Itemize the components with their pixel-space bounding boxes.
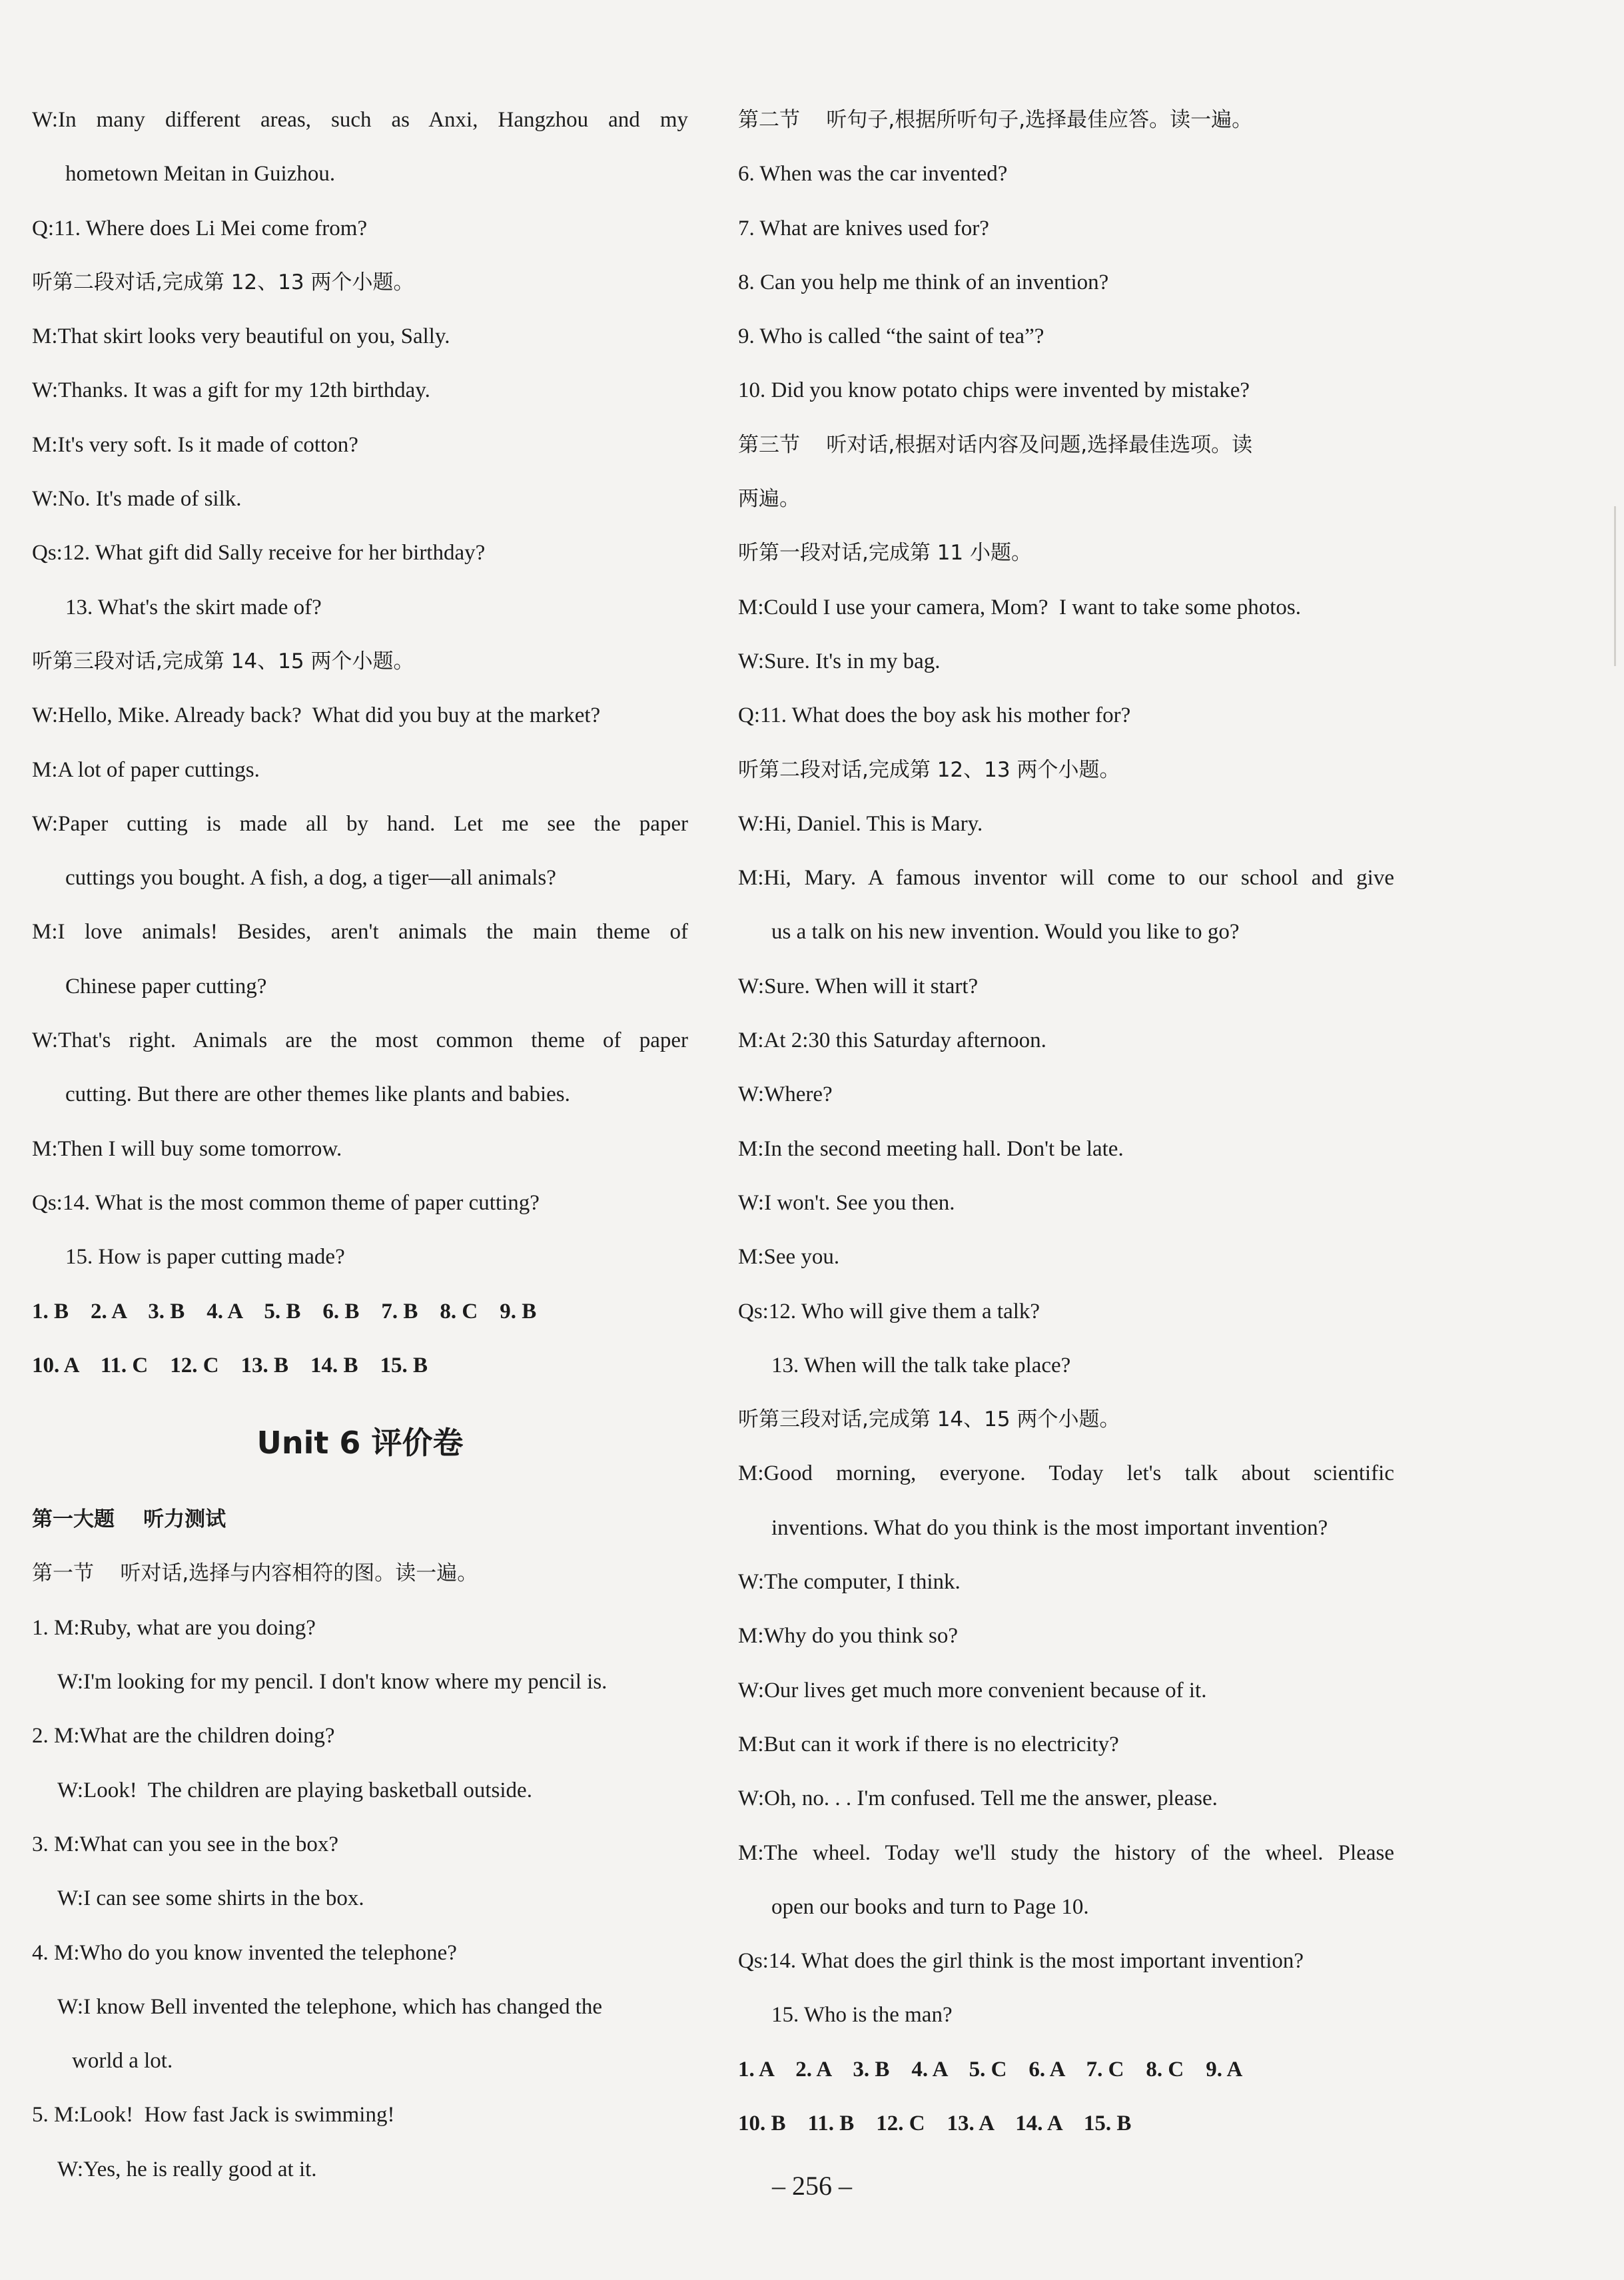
text-line: 9. Who is called “the saint of tea”?: [738, 324, 1044, 349]
text-line: M:Could I use your camera, Mom? I want to take some photos.: [738, 595, 1301, 619]
text-line: W:I know Bell invented the telephone, which has changed the: [57, 1994, 603, 2019]
answer-key-line: 10. B 11. B 12. C 13. A 14. A 15. B: [738, 2111, 1132, 2135]
right-column: [738, 93, 1394, 2151]
text-line: 1. M:Ruby, what are you doing?: [32, 1615, 316, 1640]
text-line: 7. What are knives used for?: [738, 216, 989, 240]
text-line: 13. When will the talk take place?: [771, 1353, 1071, 1377]
text-line: W:Sure. It's in my bag.: [738, 649, 941, 673]
text-line: 15. Who is the man?: [771, 2003, 953, 2028]
text-line: W:That's right. Animals are the most common theme of paper: [32, 1028, 688, 1053]
text-line: W:Our lives get much more convenient because of it.: [738, 1678, 1207, 1703]
text-line: W:I won't. See you then.: [738, 1190, 955, 1215]
text-line: M:It's very soft. Is it made of cotton?: [32, 432, 358, 457]
right-column-text: [738, 93, 1394, 2151]
text-line: W:Where?: [738, 1082, 833, 1107]
text-line: 10. Did you know potato chips were invented by mistake?: [738, 378, 1250, 403]
text-line: 6. When was the car invented?: [738, 162, 1008, 187]
text-line: W:Sure. When will it start?: [738, 974, 979, 998]
text-line: M:I love animals! Besides, aren't animals the main theme of: [32, 920, 688, 945]
text-line: W:No. It's made of silk.: [32, 487, 242, 512]
text-line: inventions. What do you think is the most important invention?: [771, 1515, 1328, 1540]
text-line: M:Then I will buy some tomorrow.: [32, 1136, 342, 1161]
text-line: M:The wheel. Today we'll study the history of the wheel. Please: [738, 1840, 1394, 1865]
text-line: M:That skirt looks very beautiful on you, Sally.: [32, 324, 450, 349]
text-line: us a talk on his new invention. Would you like to go?: [771, 920, 1240, 945]
page-number: – 256 –: [772, 2171, 852, 2201]
unit-title: Unit 6 评价卷: [256, 1425, 464, 1461]
left-column-text-after-title: [32, 1547, 688, 2197]
text-line: 第三节 听对话,根据对话内容及问题,选择最佳选项。读: [738, 432, 1253, 457]
text-line: W:In many different areas, such as Anxi, Hangzhou and my: [32, 108, 688, 132]
text-line: 两遍。: [738, 487, 800, 512]
text-line: M:But can it work if there is no electricity?: [738, 1732, 1119, 1756]
text-line: 听第三段对话,完成第 14、15 两个小题。: [738, 1407, 1120, 1432]
text-line: open our books and turn to Page 10.: [771, 1894, 1089, 1919]
text-line: Qs:14. What is the most common theme of paper cutting?: [32, 1190, 540, 1215]
answer-key-line: 10. A 11. C 12. C 13. B 14. B 15. B: [32, 1353, 428, 1377]
text-line: W:I'm looking for my pencil. I don't know where my pencil is.: [57, 1670, 608, 1695]
text-line: M:See you.: [738, 1245, 840, 1270]
text-line: cutting. But there are other themes like plants and babies.: [65, 1082, 570, 1107]
text-line: M:Hi, Mary. A famous inventor will come to our school and give: [738, 866, 1394, 891]
text-line: 第二节 听句子,根据所听句子,选择最佳应答。读一遍。: [738, 108, 1253, 132]
text-line: 15. How is paper cutting made?: [65, 1245, 345, 1270]
section-heading: 第一大题 听力测试: [32, 1507, 226, 1532]
text-line: W:Oh, no. . . I'm confused. Tell me the answer, please.: [738, 1786, 1218, 1811]
text-line: Qs:12. What gift did Sally receive for her birthday?: [32, 541, 486, 566]
text-line: W:The computer, I think.: [738, 1570, 961, 1595]
text-line: M:At 2:30 this Saturday afternoon.: [738, 1028, 1046, 1053]
text-line: 3. M:What can you see in the box?: [32, 1832, 339, 1856]
text-line: M:Good morning, everyone. Today let's talk about scientific: [738, 1461, 1394, 1486]
text-line: W:Look! The children are playing basketball outside.: [57, 1778, 532, 1802]
answer-key-line: 1. B 2. A 3. B 4. A 5. B 6. B 7. B 8. C 9. B: [32, 1299, 537, 1324]
text-line: 听第三段对话,完成第 14、15 两个小题。: [32, 649, 414, 673]
text-line: Chinese paper cutting?: [65, 974, 267, 998]
text-line: Q:11. Where does Li Mei come from?: [32, 216, 368, 240]
text-line: 听第一段对话,完成第 11 小题。: [738, 541, 1032, 566]
text-line: 13. What's the skirt made of?: [65, 595, 322, 619]
text-line: 听第二段对话,完成第 12、13 两个小题。: [738, 757, 1120, 782]
text-line: Qs:12. Who will give them a talk?: [738, 1299, 1040, 1324]
text-line: W:Hi, Daniel. This is Mary.: [738, 811, 983, 836]
text-line: 4. M:Who do you know invented the telephone?: [32, 1940, 457, 1965]
text-line: W:Hello, Mike. Already back? What did you buy at the market?: [32, 703, 601, 728]
text-line: hometown Meitan in Guizhou.: [65, 162, 336, 187]
text-line: W:Yes, he is really good at it.: [57, 2157, 317, 2181]
left-column-text: [32, 93, 688, 1393]
text-line: 第一节 听对话,选择与内容相符的图。读一遍。: [32, 1561, 478, 1586]
text-line: M:In the second meeting hall. Don't be late.: [738, 1136, 1124, 1161]
left-column: [32, 93, 688, 2197]
text-line: 2. M:What are the children doing?: [32, 1724, 335, 1748]
text-line: 8. Can you help me think of an invention?: [738, 270, 1109, 294]
text-line: M:Why do you think so?: [738, 1624, 958, 1649]
text-line: 听第二段对话,完成第 12、13 两个小题。: [32, 270, 414, 294]
text-line: 5. M:Look! How fast Jack is swimming!: [32, 2103, 395, 2127]
text-line: W:Thanks. It was a gift for my 12th birthday.: [32, 378, 430, 403]
text-line: Q:11. What does the boy ask his mother for?: [738, 703, 1131, 728]
text-line: W:Paper cutting is made all by hand. Let me see the paper: [32, 811, 688, 836]
text-line: cuttings you bought. A fish, a dog, a tiger—all animals?: [65, 866, 556, 891]
text-line: W:I can see some shirts in the box.: [57, 1886, 364, 1911]
text-line: world a lot.: [72, 2049, 173, 2074]
answer-key-line: 1. A 2. A 3. B 4. A 5. C 6. A 7. C 8. C 9. A: [738, 2057, 1243, 2082]
text-line: M:A lot of paper cuttings.: [32, 757, 260, 782]
text-line: Qs:14. What does the girl think is the most important invention?: [738, 1949, 1304, 1974]
page-edge-mark: [1614, 506, 1616, 666]
